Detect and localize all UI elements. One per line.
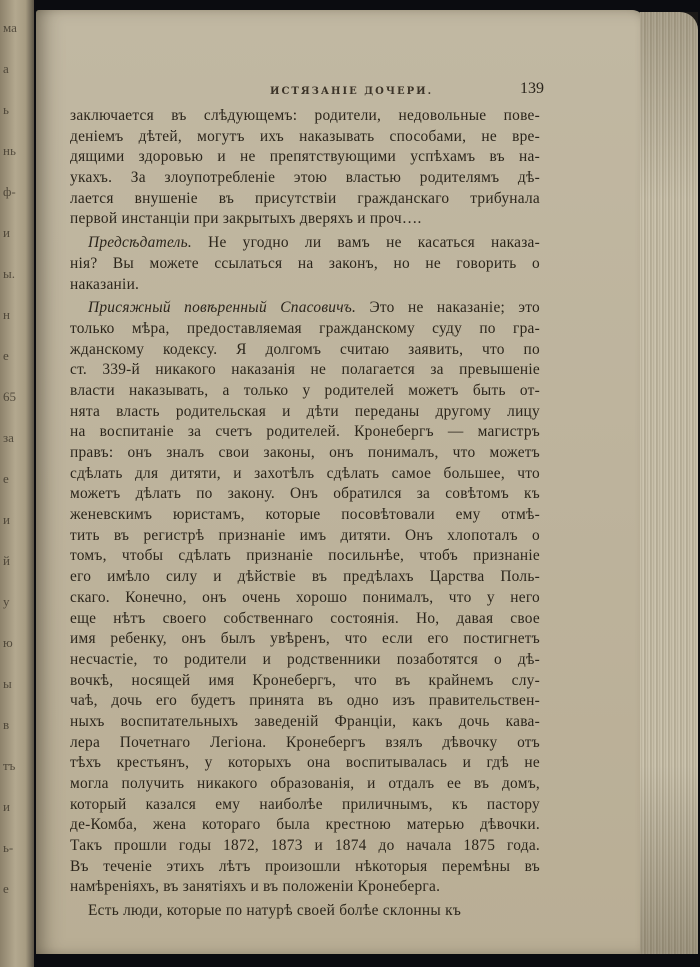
page-fore-edge — [640, 12, 698, 954]
text-line: дящими здоровью и не препятствующими успѣхамъ въ на- — [70, 148, 540, 166]
text-line: нія? Вы можете ссылаться на законъ, но не говорить о — [70, 254, 540, 272]
previous-page-fragment: ю — [3, 635, 13, 650]
speech-text: Это не наказаніе; это — [356, 299, 540, 317]
previous-page-fragment: тъ — [3, 758, 16, 773]
text-line: на воспитаніе за счетъ родителей. Кронебергъ — магистръ — [70, 423, 540, 441]
text-line: де-Комба, жена котораго была крестною матерью дѣвочки. — [70, 816, 540, 834]
text-line — [70, 233, 540, 254]
text-line: его имѣло силу и дѣйствіе въ предѣлахъ Царства Поль- — [70, 568, 540, 586]
previous-page-fragment: и — [3, 799, 10, 814]
text-line: тѣхъ крестьянъ, у которыхъ она воспитывалась и гдѣ не — [70, 754, 540, 772]
speaker-name: Присяжный повѣренный Спасовичъ. — [88, 299, 357, 317]
previous-page-fragment: за — [3, 430, 14, 445]
text-line: еще нѣтъ своего собственнаго состоянія. Но, давая свое — [70, 609, 540, 627]
text-line: намѣреніяхъ, въ занятіяхъ и въ положеніи Кронеберга. — [70, 878, 441, 896]
previous-page-fragment: е — [3, 471, 9, 486]
text-line: лера Почетнаго Легіона. Кронебергъ взялъ дѣвочку отъ — [70, 733, 540, 751]
text-line: сдѣлать для дитяти, и захотѣлъ сдѣлать самое большее, что — [70, 464, 540, 482]
text-line: первой инстанціи при закрытыхъ дверяхъ и проч…. — [70, 210, 422, 228]
previous-page-fragment: ма — [3, 20, 17, 35]
text-line: жданскому кодексу. Я долгомъ считаю заявить, что по — [70, 340, 540, 358]
text-line: деніемъ дѣтей, могутъ ихъ наказывать способами, не вре- — [70, 127, 540, 145]
text-line: который казался ему наиболѣе приличнымъ, къ пастору — [70, 795, 540, 813]
text-line: скаго. Конечно, онъ очень хорошо понималъ, что у него — [70, 588, 540, 606]
previous-page-fragment: ь — [3, 102, 9, 117]
speaker-name: Предсѣдатель. — [88, 234, 192, 252]
previous-page-fragment: ф- — [3, 184, 16, 199]
text-line: тить въ регистрѣ признаніе имъ дитяти. Онъ хлопоталъ о — [70, 526, 540, 544]
text-line: могла получить никакого образованія, и отдалъ ее въ домъ, — [70, 775, 540, 792]
previous-page-text — [0, 0, 34, 967]
text-line: женевскимъ юристамъ, которые посовѣтовали ему отмѣ- — [70, 506, 540, 524]
text-line: Въ теченіе этихъ лѣтъ произошли нѣкоторыя перемѣны въ — [70, 857, 540, 875]
previous-page-fragment: е — [3, 881, 9, 896]
text-line: чаѣ, дочь его будетъ принята въ одно изъ правительствен- — [70, 692, 540, 710]
text-line: нята власть родительская и дѣти переданы другому лицу — [70, 402, 540, 420]
previous-page-fragment: й — [3, 553, 10, 568]
previous-page-fragment: ы — [3, 676, 12, 691]
text-line: Есть люди, которые по натурѣ своей болѣе склонны къ — [88, 902, 462, 920]
text-line: несчастіе, то родители и родственники позаботятся о дѣ- — [70, 650, 540, 668]
previous-page-fragment: н — [3, 307, 10, 322]
text-line: вочкѣ, носящей имя Кронебергъ, что въ крайнемъ слу- — [70, 671, 540, 689]
text-line: томъ, чтобы сдѣлать признаніе посильнѣе, чтобъ признаніе — [70, 547, 540, 565]
text-line: заключается въ слѣдующемъ: родители, недовольные пове- — [70, 107, 540, 124]
text-line: только мѣра, предоставляемая гражданскому суду по гра- — [70, 319, 540, 337]
text-line: укахъ. За злоупотребленіе этою властью родителямъ дѣ- — [70, 169, 540, 187]
text-line: ныхъ воспитательныхъ заведеній Франціи, какъ дочь кава- — [70, 712, 540, 730]
text-line: Такъ прошли годы 1872, 1873 и 1874 до начала 1875 года. — [70, 837, 540, 855]
text-line: можетъ дѣлать по закону. Онъ обратился за совѣтомъ къ — [70, 485, 540, 503]
text-line: лается внушеніе въ присутствіи гражданскаго трибунала — [70, 189, 540, 207]
previous-page-fragment: ы. — [3, 266, 15, 281]
text-line: имя ребенку, онъ былъ увѣренъ, что если его постигнетъ — [70, 630, 540, 648]
page-number: 139 — [520, 80, 544, 97]
previous-page-fragment: е — [3, 348, 9, 363]
previous-page-fragment: у — [3, 594, 10, 609]
text-line — [70, 298, 540, 319]
running-head: ИСТЯЗАНІЕ ДОЧЕРИ. — [270, 86, 434, 97]
previous-page-fragment: ь- — [3, 840, 14, 855]
previous-page-fragment: нь — [3, 143, 16, 158]
previous-page-fragment: в — [3, 717, 10, 732]
text-line: ст. 339-й никакого наказанія не полагается за превышеніе — [70, 361, 540, 379]
body-text — [70, 106, 540, 922]
page-header — [70, 80, 552, 102]
previous-page-fragment: и — [3, 512, 10, 527]
previous-page-fragment: 65 — [3, 389, 16, 404]
text-line: правъ: онъ зналъ свои законы, онъ понималъ, что можетъ — [70, 444, 540, 461]
previous-page-edge — [0, 0, 34, 967]
text-line: наказаніи. — [70, 275, 140, 293]
speech-text: Не угодно ли вамъ не касаться наказа- — [192, 234, 540, 252]
previous-page-fragment: и — [3, 225, 10, 240]
previous-page-fragment: а — [3, 61, 9, 76]
text-line: власти наказывать, а только у родителей можетъ быть от- — [70, 381, 540, 399]
